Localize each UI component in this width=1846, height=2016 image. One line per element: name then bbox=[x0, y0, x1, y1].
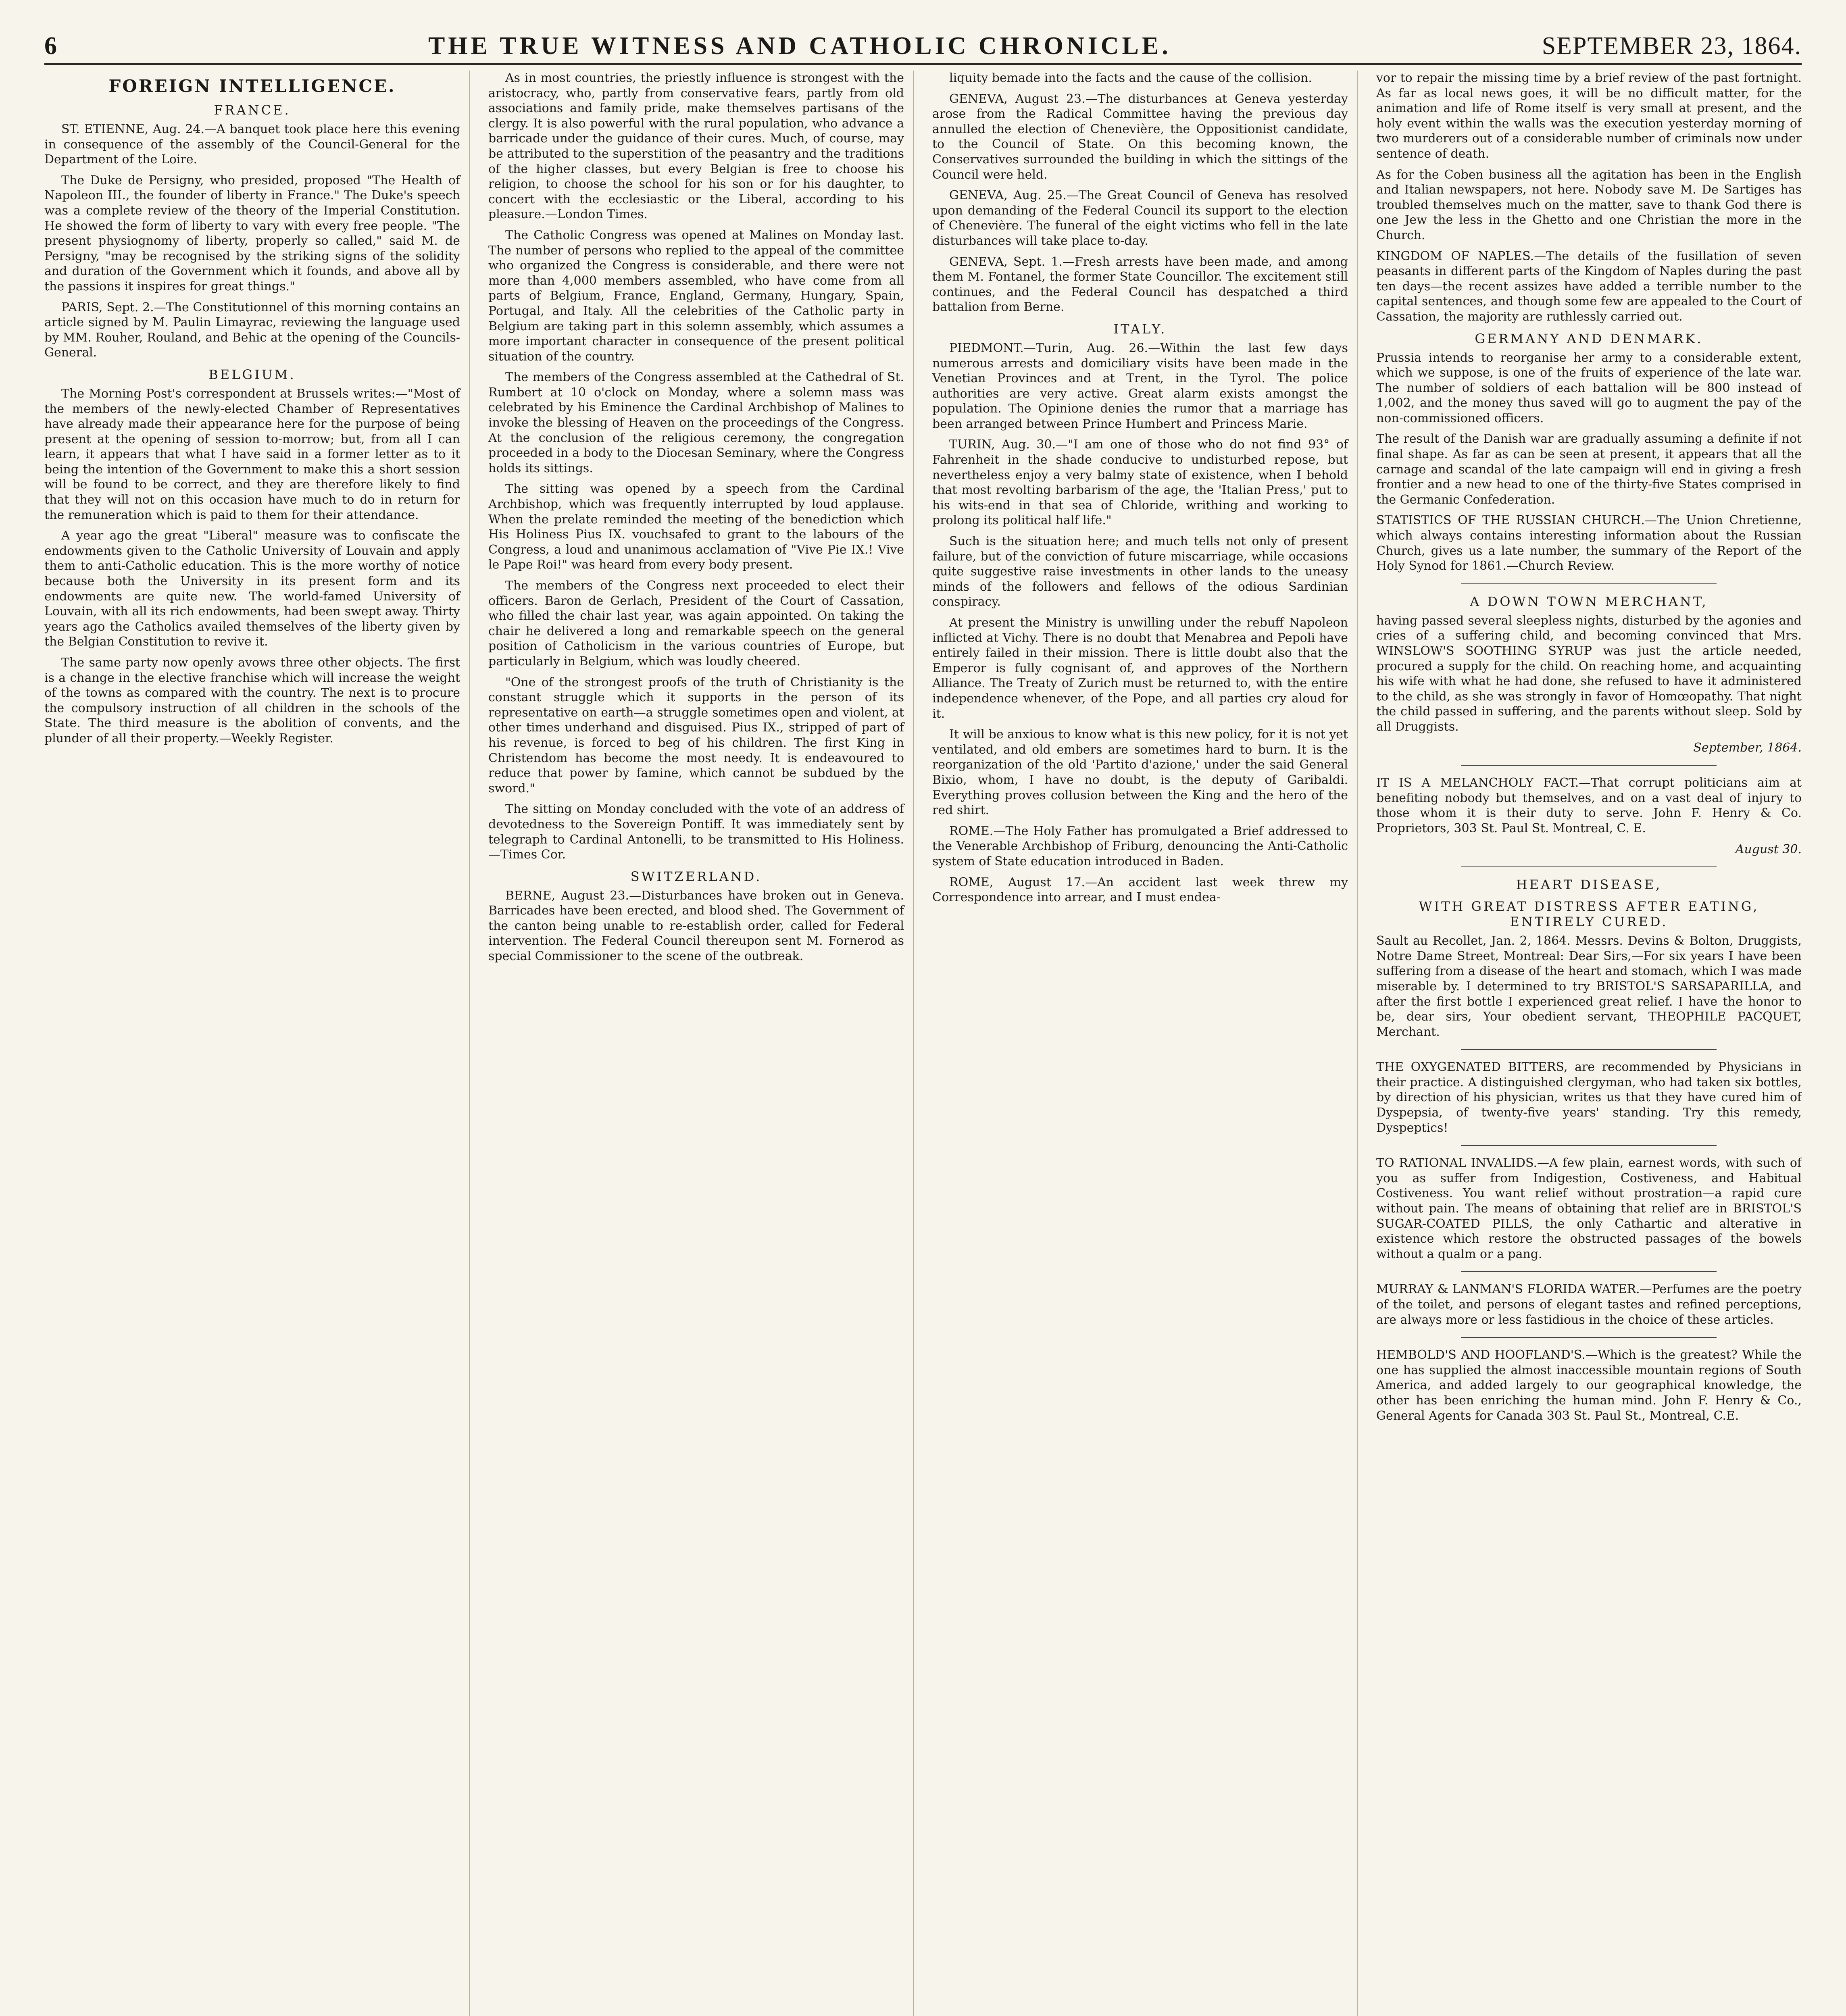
issue-date: SEPTEMBER 23, 1864. bbox=[1542, 32, 1802, 60]
country-heading-france: FRANCE. bbox=[214, 102, 291, 118]
paragraph: The members of the Congress assembled at the Cathedral of St. Rumbert at 10 o'clock on Monday, where a solemn mass was celebrated by his Eminence the Cardinal Archbishop of Malines to invoke the blessing of Heaven on the proceedings of the Congress. At the conclusion of the religious ceremony, the congregation proceeded in a body to the Diocesan Seminary, where the Congress holds its sittings. bbox=[488, 370, 904, 475]
paragraph: STATISTICS OF THE RUSSIAN CHURCH.—The Union Chretienne, which always contains interesting information about the Russian Church, gives us a late number, the summary of the Report of the Holy Synod for 1861.—Church Review. bbox=[1376, 513, 1802, 573]
advertisement-text: IT IS A MELANCHOLY FACT.—That corrupt politicians aim at benefiting nobody but themselves, and on a vast deal of injury to those whom it is their duty to serve. John F. Henry & Co. Proprietors, 303 St. Paul St. Montreal, C. E. bbox=[1376, 776, 1802, 835]
masthead bbox=[44, 28, 1802, 65]
paragraph: The Morning Post's correspondent at Brussels writes:—"Most of the members of the newly-elected Chamber of Representatives have already made their appearance here for the purpose of being present at the opening of session to-morrow; but, from all I can learn, it appears that what I have said in a former letter as to it being the intention of the Government to make this a short session will be found to be correct, and they are therefore likely to find that they will not on this occasion have much to do in return for the remuneration which is paid to them for their attendance. bbox=[44, 386, 460, 522]
country-heading-belgium: BELGIUM. bbox=[208, 367, 296, 382]
paragraph: PIEDMONT.—Turin, Aug. 26.—Within the last few days numerous arrests and domiciliary visits have been made in the Venetian Provinces and at Trent, in the Tyrol. The police authorities are very active. Great alarm exists amongst the population. The Opinione denies the rumor that a marriage has been arranged between Prince Humbert and Princess Marie. bbox=[932, 341, 1348, 431]
advertisement-heading: A DOWN TOWN MERCHANT, bbox=[1470, 594, 1708, 609]
paragraph: The members of the Congress next proceeded to elect their officers. Baron de Gerlach, President of the Court of Cassation, who filled the chair last year, was again appointed. On taking the chair he delivered a long and remarkable speech on the general position of Catholicism in the various countries of Europe, but particularly in Belgium, which was loudly cheered. bbox=[488, 579, 904, 669]
divider bbox=[1461, 1049, 1717, 1050]
paragraph: The result of the Danish war are gradually assuming a definite if not final shape. As far as can be seen at present, it appears that all the carnage and scandal of the late campaign will end in giving a fresh frontier and a new head to one of the thirty-five States comprised in the Germanic Confederation. bbox=[1376, 432, 1802, 507]
advertisement-date: August 30. bbox=[1735, 842, 1802, 856]
column-4 bbox=[1376, 71, 1802, 2016]
paragraph: It will be anxious to know what is this new policy, for it is not yet ventilated, and old embers are sometimes hard to burn. It is the reorganization of the old 'Partito d'azione,' under the said General Bixio, whom, I have no doubt, is the deputy of Garibaldi. Everything proves collusion between the King and the hero of the red shirt. bbox=[932, 727, 1348, 818]
paragraph: Such is the situation here; and much tells not only of present failure, but of the conviction of future miscarriage, while occasions quite suggestive raise investments in other lands to the uneasy minds of the followers and fellows of the odious Sardinian conspiracy. bbox=[932, 534, 1348, 609]
paragraph: As for the Coben business all the agitation has been in the English and Italian newspapers, not here. Nobody save M. De Sartiges has troubled themselves much on the matter, save to thank God there is one Jew the less in the Ghetto and one Christian the more in the Church. bbox=[1376, 167, 1802, 242]
paragraph: GENEVA, Aug. 25.—The Great Council of Geneva has resolved upon demanding of the Federal Council its support to the election of Chenevière. The funeral of the eight victims who fell in the late disturbances will take place to-day. bbox=[932, 188, 1348, 248]
paragraph: The sitting on Monday concluded with the vote of an address of devotedness to the Sovereign Pontiff. It was immediately sent by telegraph to Cardinal Antonelli, to be transmitted to His Holiness.—Times Cor. bbox=[488, 802, 904, 862]
advertisement-text: THE OXYGENATED BITTERS, are recommended by Physicians in their practice. A distinguished clergyman, who had taken six bottles, by direction of his physician, writes us that they have cured him of Dyspepsia, of twenty-five years' standing. Try this remedy, Dyspeptics! bbox=[1376, 1060, 1802, 1135]
paragraph: liquity bemade into the facts and the cause of the collision. bbox=[949, 71, 1312, 85]
paragraph: ROME.—The Holy Father has promulgated a Brief addressed to the Venerable Archbishop of Friburg, denouncing the Anti-Catholic system of State education introduced in Baden. bbox=[932, 824, 1348, 868]
divider bbox=[1461, 1145, 1717, 1146]
column-1 bbox=[44, 71, 470, 2016]
paragraph: PARIS, Sept. 2.—The Constitutionnel of this morning contains an article signed by M. Paulin Limayrac, reviewing the language used by MM. Rouher, Rouland, and Behic at the opening of the Councils-General. bbox=[44, 300, 460, 360]
paragraph: The Duke de Persigny, who presided, proposed "The Health of Napoleon III., the founder of liberty in France." The Duke's speech was a complete review of the theory of the Imperial Constitution. He showed the form of liberty to vary with every free people. "The present physiognomy of liberty, properly so called," said M. de Persigny, "may be recognised by the striking signs of the solidity and duration of the Government which it founds, and above all by the passions it inspires for great things." bbox=[44, 173, 460, 294]
advertisement-text: Sault au Recollet, Jan. 2, 1864. Messrs. Devins & Bolton, Druggists, Notre Dame Street, Montreal: Dear Sirs,—For six years I have been suffering from a disease of the heart and stomach, which I was made miserable by. I determined to try BRISTOL'S SARSAPARILLA, and after the first bottle I experienced great relief. I have the honor to be, dear sirs, Your obedient servant, THEOPHILE PACQUET, Merchant. bbox=[1376, 934, 1802, 1039]
divider bbox=[1461, 866, 1717, 867]
paragraph: GENEVA, August 23.—The disturbances at Geneva yesterday arose from the Radical Committee having the previous day annulled the election of Chenevière, the Oppositionist candidate, to the Council of State. On this becoming known, the Conservatives surrounded the building in which the sittings of the Council were held. bbox=[932, 92, 1348, 182]
paragraph: ROME, August 17.—An accident last week threw my Correspondence into arrear, and I must endea- bbox=[932, 875, 1348, 905]
advertisement-text: HEMBOLD'S AND HOOFLAND'S.—Which is the greatest? While the one has supplied the almost inaccessible mountain regions of South America, and added largely to our geographical knowledge, the other has been enriching the human mind. John F. Henry & Co., General Agents for Canada 303 St. Paul St., Montreal, C.E. bbox=[1376, 1348, 1802, 1423]
country-heading-switzerland: SWITZERLAND. bbox=[630, 868, 762, 884]
paragraph: BERNE, August 23.—Disturbances have broken out in Geneva. Barricades have been erected, and blood shed. The Government of the canton being unable to re-establish order, called for Federal intervention. The Federal Council thereupon sent M. Fornerod as special Commissioner to the scene of the outbreak. bbox=[488, 888, 904, 964]
divider bbox=[1461, 1337, 1717, 1338]
advertisement-text: having passed several sleepless nights, disturbed by the agonies and cries of a suffering child, and becoming convinced that Mrs. WINSLOW'S SOOTHING SYRUP was just the article needed, procured a supply for the child. On reaching home, and acquainting his wife with what he had done, she refused to have it administered to the child, as she was strongly in favor of Homœopathy. That night the child passed in suffering, and the parents without sleep. Sold by all Druggists. bbox=[1376, 613, 1802, 734]
paragraph: The sitting was opened by a speech from the Cardinal Archbishop, which was frequently interrupted by loud applause. When the prelate reminded the meeting of the benediction which His Holiness Pius IX. vouchsafed to grant to the labours of the Congress, a loud and unanimous acclamation of "Vive Pie IX.! Vive le Pape Roi!" was heard from every body present. bbox=[488, 482, 904, 572]
column-3 bbox=[932, 71, 1358, 2016]
paragraph: A year ago the great "Liberal" measure was to confiscate the endowments given to the Catholic University of Louvain and apply them to anti-Catholic education. This is the more worthy of notice because both the University in its present form and its endowments are quite new. The world-famed University of Louvain, with all its rich endowments, had been swept away. Thirty years ago the Catholics availed themselves of the liberty given by the Belgian Constitution to revive it. bbox=[44, 529, 460, 649]
divider bbox=[1461, 583, 1717, 584]
divider bbox=[1461, 765, 1717, 766]
paragraph: KINGDOM OF NAPLES.—The details of the fusillation of seven peasants in different parts of the Kingdom of Naples during the past ten days—the recent assizes have added a terrible number to the capital sentences, and though some few are appealed to the Court of Cassation, the majority are ruthlessly carried out. bbox=[1376, 249, 1802, 324]
advertisement-date: September, 1864. bbox=[1693, 740, 1802, 755]
paragraph: The Catholic Congress was opened at Malines on Monday last. The number of persons who replied to the appeal of the committee who organized the Congress is considerable, and there were not more than 4,000 members assembled, who have come from all parts of Belgium, France, England, Germany, Hungary, Spain, Portugal, and Italy. All the celebrities of the Catholic party in Belgium are taking part in this solemn assembly, which assumes a more important character in consequence of the present political situation of the country. bbox=[488, 228, 904, 364]
advertisement-heading: HEART DISEASE, bbox=[1516, 877, 1662, 893]
paragraph: vor to repair the missing time by a brief review of the past fortnight. As far as local news goes, it will be no difficult matter, for the animation and life of Rome itself is very small at present, and the holy event within the walls was the execution yesterday morning of two murderers out of a considerable number of criminals now under sentence of death. bbox=[1376, 71, 1802, 161]
paragraph: Prussia intends to reorganise her army to a considerable extent, which we suppose, is one of the fruits of experience of the late war. The number of soldiers of each battalion will be 800 instead of 1,002, and the money thus saved will go to augment the pay of the non-commissioned officers. bbox=[1376, 350, 1802, 425]
paragraph: GENEVA, Sept. 1.—Fresh arrests have been made, and among them M. Fontanel, the former State Councillor. The excitement still continues, and the Federal Council has despatched a third battalion from Berne. bbox=[932, 254, 1348, 314]
country-heading-germany: GERMANY AND DENMARK. bbox=[1475, 331, 1703, 346]
paragraph: At present the Ministry is unwilling under the rebuff Napoleon inflicted at Vichy. There is no doubt that Menabrea and Pepoli have entirely failed in their mission. There is little doubt also that the Emperor is fully cognisant of, and approves of the Northern Alliance. The Treaty of Zurich must be returned to, with the entire independence whenever, of the Pope, and all parties cry aloud for it. bbox=[932, 616, 1348, 721]
advertisement-text: TO RATIONAL INVALIDS.—A few plain, earnest words, with such of you as suffer from Indigestion, Costiveness, and Habitual Costiveness. You want relief without prostration—a rapid cure without pain. The means of obtaining that relief are in BRISTOL'S SUGAR-COATED PILLS, the only Cathartic and alterative in existence which restore the obstructed passages of the bowels without a qualm or a pang. bbox=[1376, 1156, 1802, 1261]
advertisement-subheading: WITH GREAT DISTRESS AFTER EATING, ENTIRELY CURED. bbox=[1419, 899, 1759, 930]
newspaper-title: THE TRUE WITNESS AND CATHOLIC CHRONICLE. bbox=[428, 32, 1171, 60]
paragraph: The same party now openly avows three other objects. The first is a change in the elective franchise which will increase the weight of the towns as compared with the country. The next is to procure the compulsory instruction of all children in the schools of the State. The third measure is the abolition of convents, and the plunder of all their property.—Weekly Register. bbox=[44, 656, 460, 746]
paragraph: TURIN, Aug. 30.—"I am one of those who do not find 93° of Fahrenheit in the shade conducive to undisturbed repose, but nevertheless enjoy a very balmy state of existence, when I behold that most revolting barbarism of the age, the 'Italian Press,' put to his wits-end in that sea of Chloride, writhing and working to prolong its political half life." bbox=[932, 437, 1348, 528]
advertisement-text: MURRAY & LANMAN'S FLORIDA WATER.—Perfumes are the poetry of the toilet, and persons of elegant tastes and refined perceptions, are always more or less fastidious in the choice of these articles. bbox=[1376, 1282, 1802, 1327]
paragraph: "One of the strongest proofs of the truth of Christianity is the constant struggle which it supports in the person of its representative on earth—a struggle sometimes open and violent, at other times underhand and disguised. Pius IX., stripped of part of his revenue, is forced to beg of his children. The first King in Christendom has become the most needy. It is endeavoured to reduce that power by famine, which cannot be subdued by the sword." bbox=[488, 675, 904, 796]
article-columns bbox=[44, 71, 1802, 2016]
divider bbox=[1461, 1271, 1717, 1272]
column-2 bbox=[488, 71, 914, 2016]
page-number: 6 bbox=[44, 32, 58, 60]
paragraph: ST. ETIENNE, Aug. 24.—A banquet took place here this evening in consequence of the assembly of the Council-General for the Department of the Loire. bbox=[44, 122, 460, 167]
paragraph: As in most countries, the priestly influence is strongest with the aristocracy, who, partly from conservative fears, partly from old associations and family pride, make themselves partisans of the clergy. It is also powerful with the rural population, who advance a barricade under the guidance of their cures. Much, of course, may be attributed to the superstition of the peasantry and the traditions of the higher classes, but every Belgian is free to choose his religion, to choose the school for his son or for his daughter, to concert with the ecclesiastic or the Liberal, according to his pleasure.—London Times. bbox=[488, 71, 904, 222]
section-heading: FOREIGN INTELLIGENCE. bbox=[108, 76, 396, 96]
country-heading-italy: ITALY. bbox=[1113, 321, 1167, 337]
